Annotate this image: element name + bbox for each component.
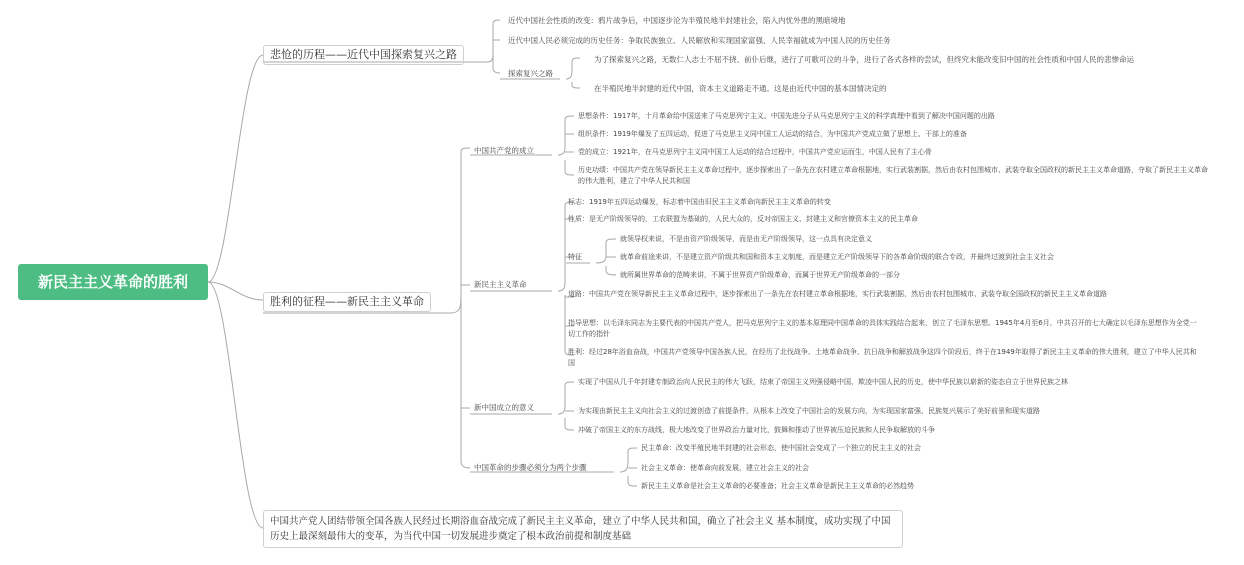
- significance-item-0: 实现了中国从几千年封建专制政治向人民民主的伟大飞跃，结束了帝国主义列强侵略中国、欺凌中国人民的历史，使中华民族以崭新的姿态自立于世界民族之林: [578, 378, 1068, 386]
- significance-item-2: 冲破了帝国主义的东方战线，极大地改变了世界政治力量对比，鼓舞和推动了世界被压迫民族和人民争取解放的斗争: [578, 426, 935, 434]
- branch2-title: 胜利的征程——新民主主义革命: [263, 292, 431, 312]
- branch1-title: 悲怆的历程——近代中国探索复兴之路: [263, 45, 464, 65]
- explore-item-0: 为了探索复兴之路，无数仁人志士不屈不挠、前仆后继，进行了可歌可泣的斗争，进行了各式各样的尝试，但终究未能改变旧中国的社会性质和中国人民的悲惨命运: [594, 55, 1134, 64]
- revolution-victory: 胜利：经过28年浴血奋战，中国共产党领导中国各族人民，在经历了北伐战争、土地革命战争、抗日战争和解放战争这四个阶段后，终于在1949年取得了新民主主义革命的伟大胜利，建立了中华人民共和国: [568, 348, 1197, 367]
- explore-label: 探索复兴之路: [508, 69, 553, 78]
- party-item-0: 思想条件：1917年，十月革命给中国送来了马克思列宁主义。中国先进分子从马克思列宁主义的科学真理中看到了解决中国问题的出路: [578, 112, 995, 120]
- branch1-item-0: 近代中国社会性质的改变：鸦片战争后，中国逐步沦为半殖民地半封建社会，陷入内忧外患的黑暗境地: [508, 16, 846, 25]
- steps-item-1: 社会主义革命：使革命向前发展，建立社会主义的社会: [641, 464, 809, 472]
- revolution-nature: 性质：是无产阶级领导的，工农联盟为基础的，人民大众的，反对帝国主义、封建主义和官僚资本主义的民主革命: [568, 215, 918, 223]
- revolution-thought: 指导思想：以毛泽东同志为主要代表的中国共产党人，把马克思列宁主义的基本原理同中国革命的具体实践结合起来，创立了毛泽东思想。1945年4月至6月，中共召开的七大确定以毛泽东思想作为全党一切工作的指针: [568, 319, 1197, 338]
- revolution-label: 新民主主义革命: [474, 280, 527, 289]
- party-item-1: 组织条件：1919年爆发了五四运动，促进了马克思主义同中国工人运动的结合，为中国共产党成立做了思想上、干部上的准备: [578, 130, 967, 138]
- feature-item-2: 就所属世界革命的范畴来讲，不属于世界资产阶级革命，而属于世界无产阶级革命的一部分: [620, 271, 900, 279]
- summary-note: 中国共产党人团结带领全国各族人民经过长期浴血奋战完成了新民主主义革命，建立了中华人民共和国，确立了社会主义 基本制度，成功实现了中国历史上最深刻最伟大的变革，为当代中国一切发展进步奠定了根本政治前提和制度基础: [263, 510, 903, 548]
- party-label: 中国共产党的成立: [474, 146, 534, 155]
- steps-item-0: 民主革命：改变半殖民地半封建的社会形态，使中国社会变成了一个独立的民主主义的社会: [641, 444, 921, 452]
- root-topic: 新民主主义革命的胜利: [18, 264, 208, 300]
- party-item-2: 党的成立：1921年，在马克思列宁主义同中国工人运动的结合过程中，中国共产党应运而生，中国人民有了主心骨: [578, 148, 932, 156]
- features-label: 特征: [568, 253, 582, 261]
- feature-item-1: 就革命前途来讲，不是建立资产阶级共和国和资本主义制度，而是建立无产阶级领导下的各革命阶级的联合专政，并最终过渡到社会主义社会: [620, 253, 1054, 261]
- revolution-road: 道路：中国共产党在领导新民主主义革命过程中，逐步探索出了一条先在农村建立革命根据地，实行武装割据，然后由农村包围城市、武装夺取全国政权的新民主主义革命道路: [568, 290, 1107, 298]
- connector-root-summary: [208, 282, 263, 528]
- connector-root-branch2: [208, 282, 263, 300]
- revolution-mark: 标志：1919年五四运动爆发，标志着中国由旧民主主义革命向新民主主义革命的转变: [568, 198, 831, 206]
- feature-item-0: 就领导权来说，不是由资产阶级领导，而是由无产阶级领导，这一点具有决定意义: [620, 235, 872, 243]
- party-item-3: 历史功绩：中国共产党在领导新民主主义革命过程中，逐步探索出了一条先在农村建立革命根据地，实行武装割据，然后由农村包围城市、武装夺取全国政权的新民主主义革命道路，夺取了新民主主义革命的伟大胜利，建立了中华人民共和国: [578, 166, 1208, 185]
- significance-label: 新中国成立的意义: [474, 403, 534, 412]
- steps-label: 中国革命的步骤必须分为两个步骤: [474, 463, 587, 472]
- branch1-item-1: 近代中国人民必须完成的历史任务：争取民族独立、人民解放和实现国家富强、人民幸福就成为中国人民的历史任务: [508, 36, 891, 45]
- steps-item-2: 新民主主义革命是社会主义革命的必要准备；社会主义革命是新民主主义革命的必然趋势: [641, 482, 914, 490]
- explore-item-1: 在半殖民地半封建的近代中国，资本主义道路走不通。这是由近代中国的基本国情决定的: [594, 84, 887, 93]
- significance-item-1: 为实现由新民主主义向社会主义的过渡创造了前提条件，从根本上改变了中国社会的发展方向，为实现国家富强、民族复兴展示了美好前景和现实道路: [578, 407, 1040, 415]
- connector-root-branch1: [208, 55, 263, 282]
